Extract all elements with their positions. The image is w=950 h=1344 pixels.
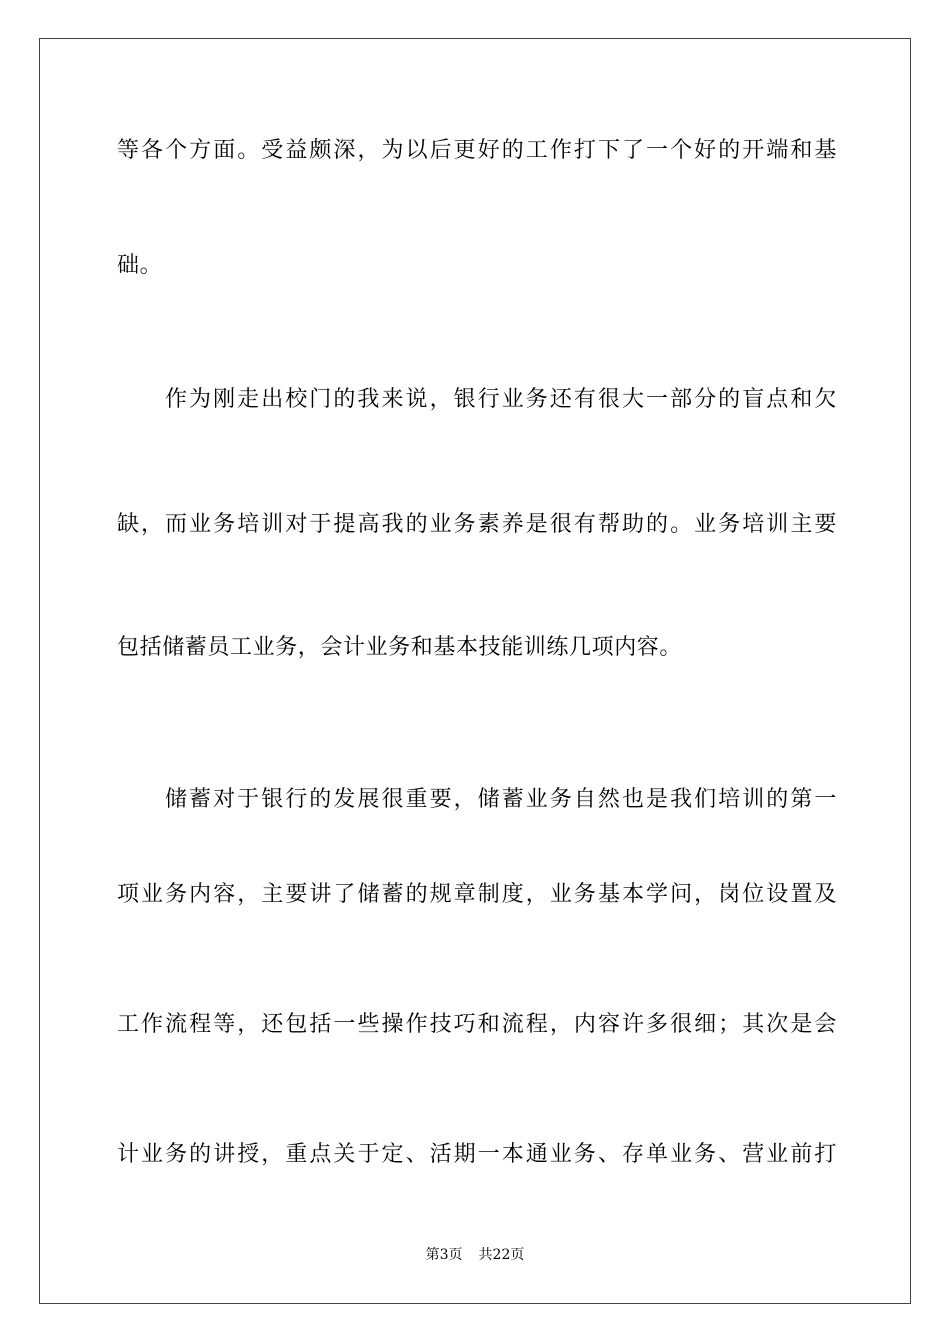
text-line: 项业务内容，主要讲了储蓄的规章制度，业务基本学问，岗位设置及 xyxy=(117,882,837,907)
text-line: 储蓄对于银行的发展很重要，储蓄业务自然也是我们培训的第一 xyxy=(165,787,837,812)
text-line: 等各个方面。受益颇深，为以后更好的工作打下了一个好的开端和基 xyxy=(117,138,837,163)
page-border xyxy=(39,38,911,1304)
page-number: 第3页 xyxy=(425,1247,463,1263)
text-line: 作为刚走出校门的我来说，银行业务还有很大一部分的盲点和欠 xyxy=(165,387,837,412)
text-line: 缺，而业务培训对于提高我的业务素养是很有帮助的。业务培训主要 xyxy=(117,512,837,537)
text-line: 计业务的讲授，重点关于定、活期一本通业务、存单业务、营业前打 xyxy=(117,1142,837,1167)
page-footer xyxy=(0,1245,950,1265)
text-line: 包括储蓄员工业务，会计业务和基本技能训练几项内容。 xyxy=(117,635,683,660)
total-pages: 共22页 xyxy=(478,1247,525,1263)
text-line: 工作流程等，还包括一些操作技巧和流程，内容许多很细；其次是会 xyxy=(117,1012,837,1037)
text-line: 础。 xyxy=(117,253,163,278)
